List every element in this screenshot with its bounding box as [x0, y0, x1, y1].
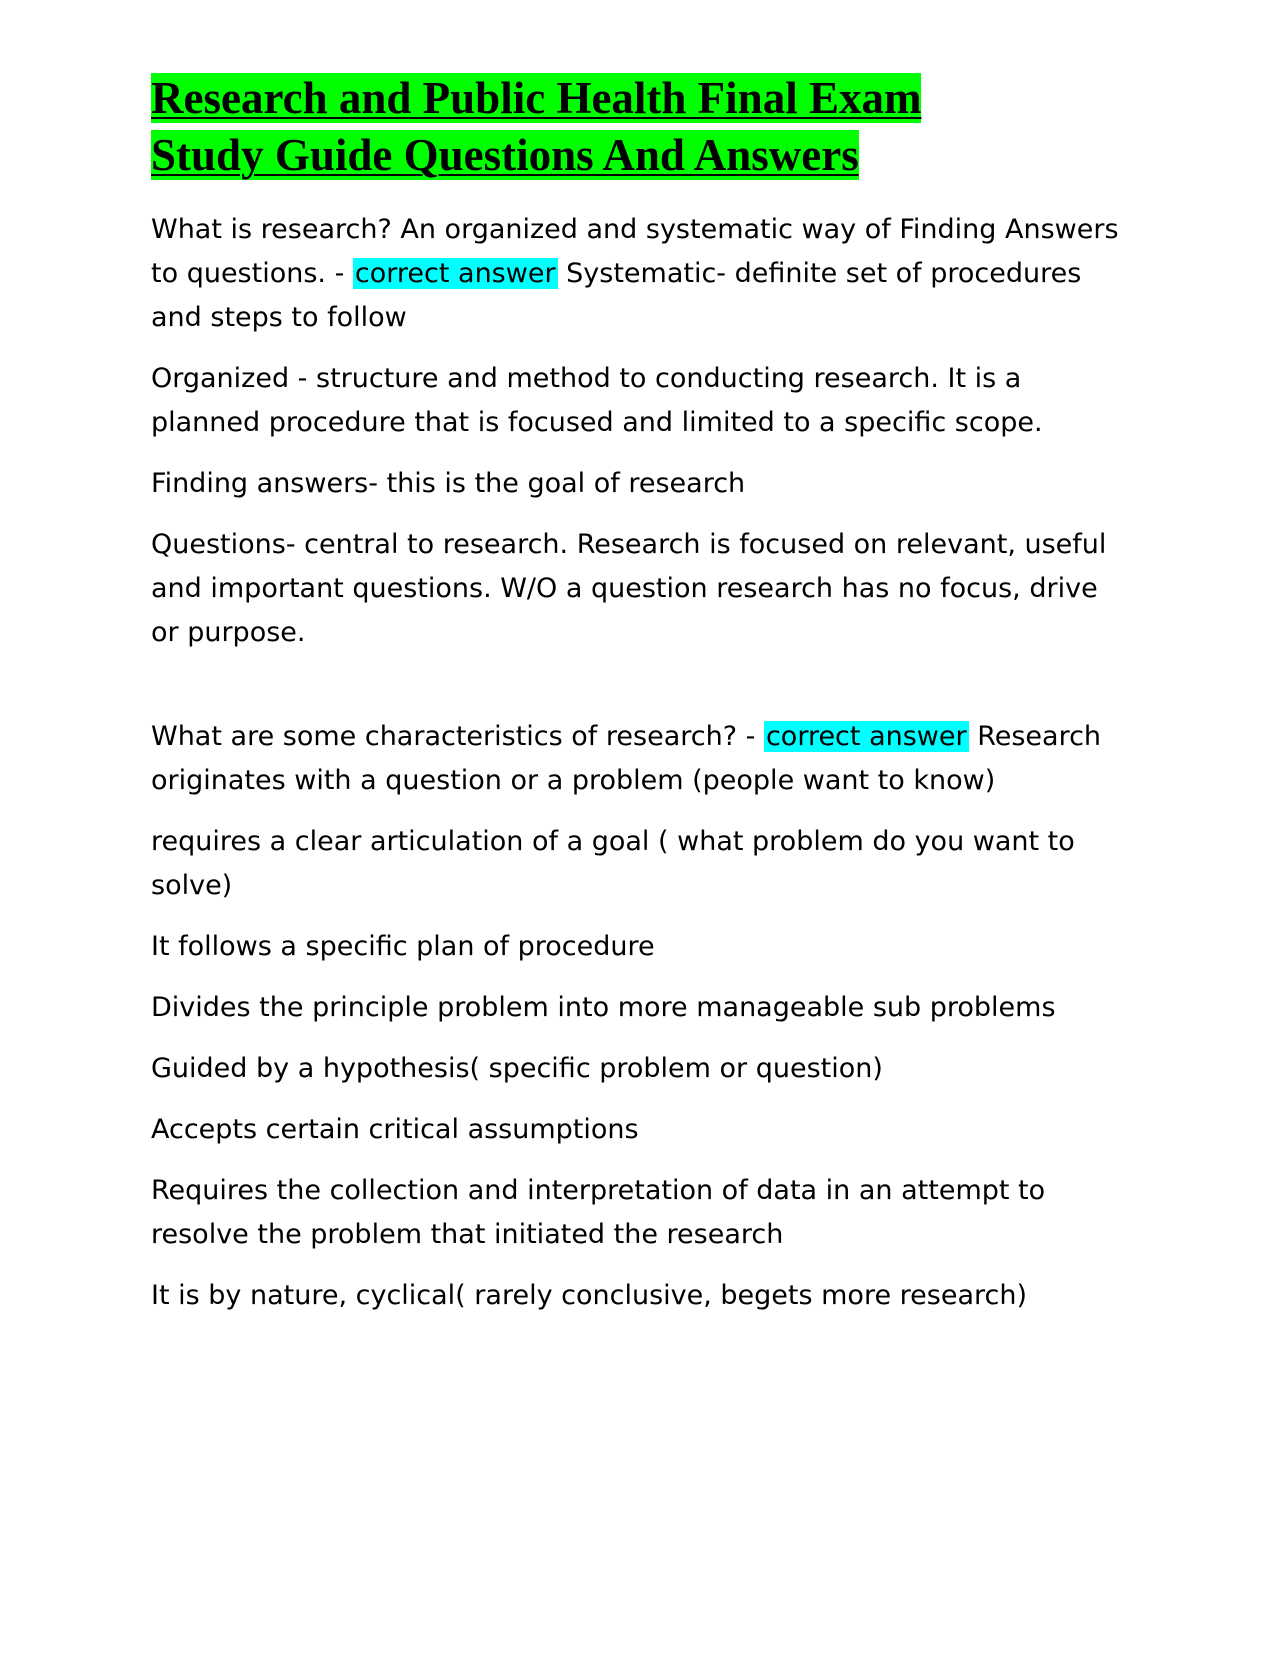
answer-2-detail: It follows a specific plan of procedure — [151, 931, 655, 962]
answer-2-detail: It is by nature, cyclical( rarely conclusive, begets more research) — [151, 1280, 1027, 1311]
answer-1-detail: Organized - structure and method to conducting research. It is a planned procedure that is focused and limited to a specific scope. — [151, 363, 1043, 438]
question-1-text: What is research? An organized and systematic way of Finding Answers to questions. - — [151, 214, 1119, 289]
answer-2-detail: Accepts certain critical assumptions — [151, 1114, 639, 1145]
correct-answer-highlight: correct answer — [354, 258, 556, 289]
paragraph-spacer — [151, 672, 1131, 715]
document-page — [151, 70, 1131, 1335]
question-2-text: What are some characteristics of research? - — [151, 721, 764, 752]
answer-1-detail: Questions- central to research. Research is focused on relevant, useful and important questions. W/O a question research has no focus, drive or purpose. — [151, 529, 1107, 648]
document-title — [151, 70, 1131, 184]
question-1 — [151, 208, 1131, 340]
answer-2-detail: Divides the principle problem into more manageable sub problems — [151, 992, 1056, 1023]
answer-1-detail: Finding answers- this is the goal of research — [151, 468, 746, 499]
answer-2-detail: Requires the collection and interpretation of data in an attempt to resolve the problem that initiated the research — [151, 1175, 1046, 1250]
title-line-1: Research and Public Health Final Exam — [151, 73, 922, 123]
answer-2-detail: Guided by a hypothesis( specific problem or question) — [151, 1053, 883, 1084]
answer-2-text: Research originates with a question or a problem (people want to know) — [151, 721, 1102, 796]
answer-1-text: Systematic- definite set of procedures and steps to follow — [151, 258, 1082, 333]
question-2 — [151, 715, 1131, 803]
correct-answer-highlight: correct answer — [765, 721, 967, 752]
answer-2-detail: requires a clear articulation of a goal ( what problem do you want to solve) — [151, 826, 1075, 901]
title-line-2: Study Guide Questions And Answers — [151, 130, 859, 180]
